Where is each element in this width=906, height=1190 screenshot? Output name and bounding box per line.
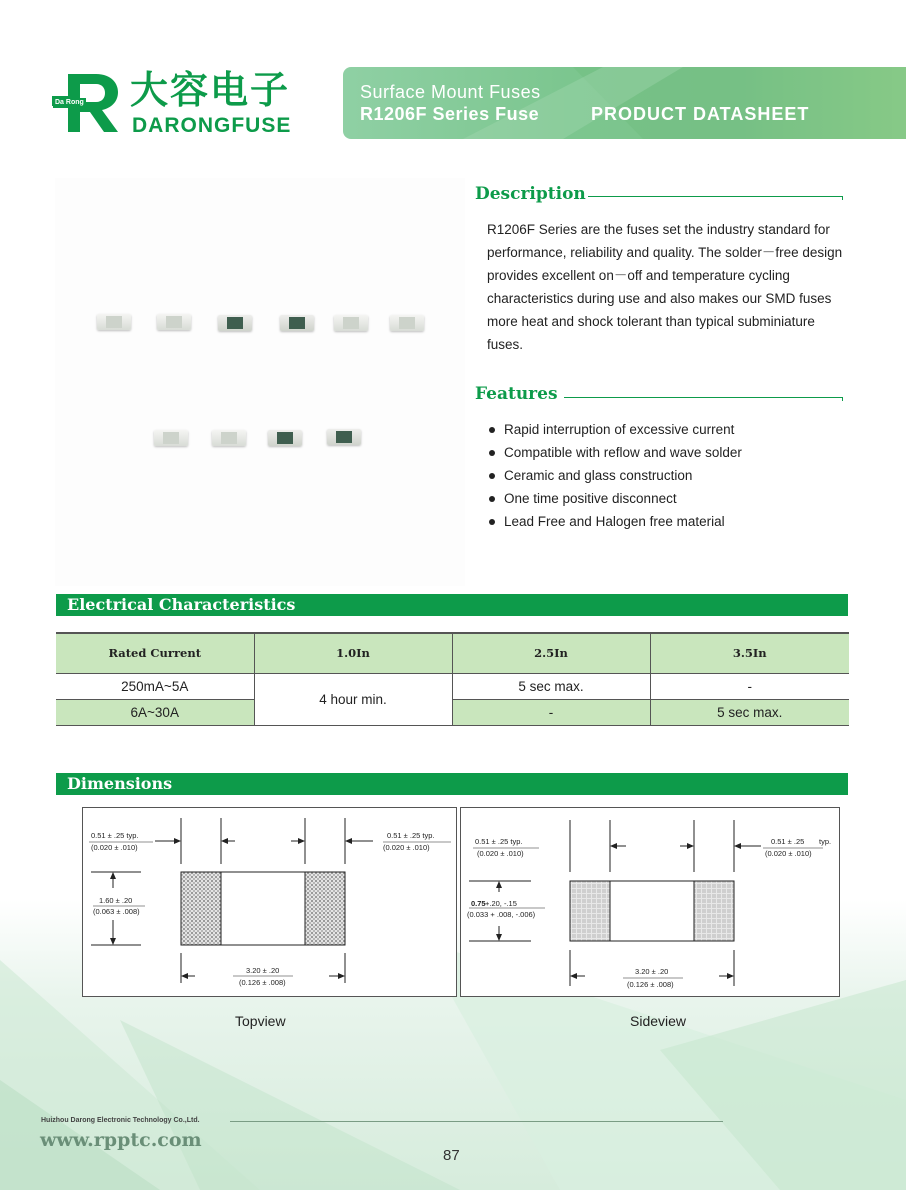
bullet-icon (489, 450, 495, 456)
dimensions-heading: Dimensions (67, 774, 173, 793)
fuse-chip-image (280, 315, 314, 331)
dim-label: 0.51 ± .25 typ. (387, 831, 435, 840)
table-cell-merged: 4 hour min. (254, 673, 452, 725)
dim-label: typ. (819, 837, 832, 846)
header-series-name: R1206F Series Fuse (360, 104, 540, 124)
feature-item: Compatible with reflow and wave solder (487, 441, 847, 464)
dim-label: (0.126 ± .008) (239, 978, 286, 987)
bullet-icon (489, 473, 495, 479)
column-header: Rated Current (56, 633, 254, 673)
header-product-type: Surface Mount Fuses (360, 82, 541, 102)
fuse-chip-image (157, 314, 191, 330)
sideview-drawing (460, 807, 840, 997)
bullet-icon (489, 496, 495, 502)
description-text: R1206F Series are the fuses set the industry standard for performance, reliability and quality. The solder－free design provides excellent on－off and temperature cycling characteristics during use and also makes our SMD fuses more heat and shock tolerant than typical subminiature fuses. (487, 222, 843, 352)
features-heading: Features (475, 384, 558, 404)
dim-label: (0.063 ± .008) (93, 907, 140, 916)
dim-label: 3.20 ± .20 (246, 966, 280, 975)
sideview-caption: Sideview (630, 1013, 687, 1029)
features-rule (564, 397, 842, 398)
fuse-chip-image (334, 315, 368, 331)
topview-caption: Topview (235, 1013, 286, 1029)
dim-label: (0.126 ± .008) (627, 980, 674, 989)
fuse-chip-image (390, 315, 424, 331)
features-list (487, 418, 847, 533)
footer-website-link[interactable]: www.rpptc.com (40, 1129, 202, 1151)
page-number: 87 (443, 1147, 460, 1164)
dim-label: (0.020 ± .010) (765, 849, 812, 858)
dim-label: 0.51 ± .25 typ. (91, 831, 139, 840)
column-header: 3.5In (650, 633, 849, 673)
fuse-chip-image (212, 430, 246, 446)
logo-small-tag: Da Rong (55, 99, 84, 106)
feature-item: One time positive disconnect (487, 487, 847, 510)
electrical-table (56, 632, 849, 726)
table-cell: 5 sec max. (452, 673, 650, 699)
fuse-chip-image (218, 315, 252, 331)
description-rule (588, 196, 842, 197)
fuse-chip-image (154, 430, 188, 446)
header-doc-type: PRODUCT DATASHEET (591, 104, 810, 124)
dim-label: 3.20 ± .20 (635, 967, 669, 976)
description-heading: Description (475, 184, 586, 204)
bullet-icon (489, 519, 495, 525)
electrical-heading: Electrical Characteristics (67, 595, 296, 614)
footer-rule (230, 1121, 723, 1122)
feature-item: Lead Free and Halogen free material (487, 510, 847, 533)
topview-drawing (82, 807, 457, 997)
feature-item: Ceramic and glass construction (487, 464, 847, 487)
dim-label: 0.75 (471, 899, 486, 908)
fuse-chip-image (327, 429, 361, 445)
logo-english-name: DARONGFUSE (132, 114, 292, 137)
dim-label: 0.51 ± .25 (771, 837, 805, 846)
feature-item: Rapid interruption of excessive current (487, 418, 847, 441)
table-row (56, 699, 849, 725)
dimensions-section-bar (56, 773, 848, 795)
table-cell: 6A~30A (56, 699, 254, 725)
dim-label: (0.020 ± .010) (383, 843, 430, 852)
dim-label: (0.020 ± .010) (91, 843, 138, 852)
column-header: 1.0In (254, 633, 452, 673)
logo-chinese-name: 大容电子 (130, 68, 291, 112)
table-cell: 5 sec max. (650, 699, 849, 725)
table-cell: - (452, 699, 650, 725)
product-photo (55, 178, 465, 586)
electrical-section-bar (56, 594, 848, 616)
header-banner (343, 67, 906, 139)
column-header: 2.5In (452, 633, 650, 673)
dim-label: 1.60 ± .20 (99, 896, 133, 905)
fuse-chip-image (268, 430, 302, 446)
table-cell: - (650, 673, 849, 699)
bullet-icon (489, 427, 495, 433)
dim-label: 0.51 ± .25 typ. (475, 837, 523, 846)
table-cell: 250mA~5A (56, 673, 254, 699)
fuse-chip-image (97, 314, 131, 330)
dim-label: +.20, -.15 (485, 899, 517, 908)
dim-label: (0.020 ± .010) (477, 849, 524, 858)
table-header-row (56, 633, 849, 673)
dim-label: (0.033 + .008, -.006) (467, 910, 536, 919)
footer-company: Huizhou Darong Electronic Technology Co.,Ltd. (41, 1117, 200, 1124)
table-row (56, 673, 849, 699)
